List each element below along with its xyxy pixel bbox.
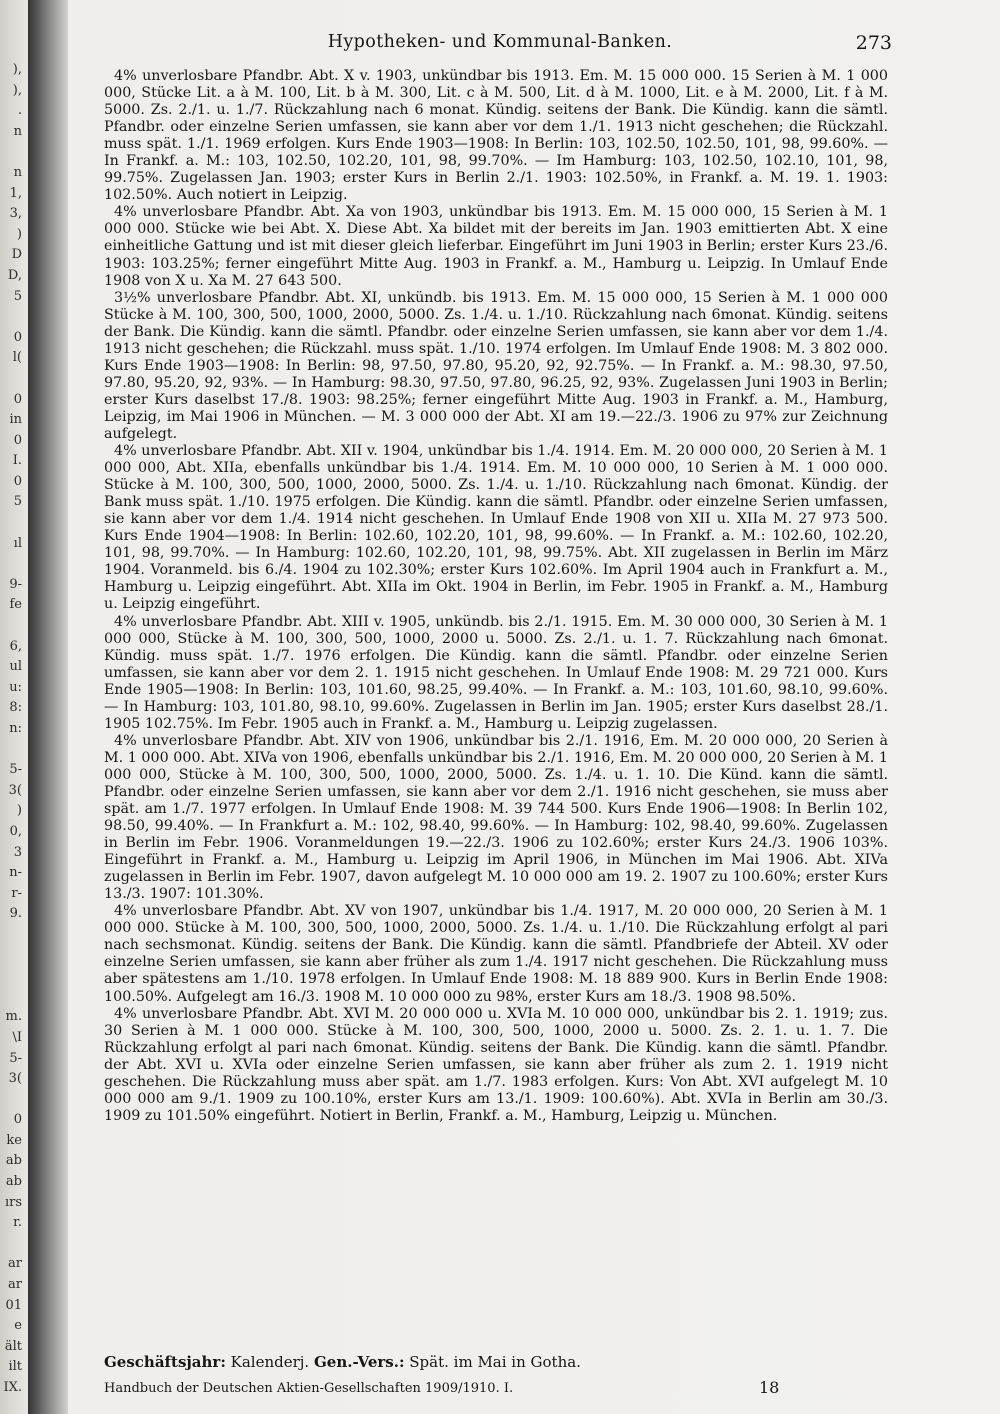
general-meeting-label: Gen.-Vers.: [313,1353,405,1371]
fragment-line [0,554,22,575]
fragment-line: n [13,123,22,139]
fragment-line: in [9,412,22,428]
fragment-line: . [17,103,22,119]
fragment-line: n: [9,721,22,736]
fragment-line [0,616,22,637]
fragment-line: 8: [9,700,22,716]
fragment-line: 5- [9,762,22,778]
fragment-line: ar [8,1256,22,1272]
entry-abt-xa: 4% unverlosbare Pfandbr. Abt. Xa von 1903, unkündbar bis 1913. Em. M. 15 000 000, 15 Serien à M. 1 000 000. Stücke wie bei Abt. X. Diese Abt. Xa bildet mit der bereits im Jan. 1903 emittierten Abt. X eine einheitliche Gattung und ist mit dieser gleich lieferbar. Eingeführt im Juni 1903 in Berlin; erster Kurs 23./6. 1903: 103.25%; ferner eingeführt Mitte Aug. 1903 in Frankf. a. M., Hamburg u. Leipzig. In Umlauf Ende 1908 von X u. Xa M. 27 643 500. [104,204,888,289]
fragment-line: 3( [8,782,22,798]
fragment-line: ) [16,803,22,819]
fragment-line: 5- [9,1050,22,1066]
fragment-line: 0 [13,391,22,407]
book-spine-shadow [28,0,68,1414]
fragment-line: IX. [3,1380,22,1395]
entry-abt-xi: 3½% unverlosbare Pfandbr. Abt. XI, unkündb. bis 1913. Em. M. 15 000 000, 15 Serien à M. 1 000 000 Stücke à M. 100, 300, 500, 1000, 2000, 5000. Zs. 1./4. u. 1./10. Rückzahlung nach 6monat. Kündig. seitens der Bank. Die Kündig. kann die sämtl. Pfandbr. oder einzelne Serien umfassen, sie kann aber vor dem 1./4. 1913 nicht geschehen; die Rückzahl. muss spät. 1./10. 1974 erfolgen. Im Umlauf Ende 1908: M. 3 802 000. Kurs Ende 1903—1908: In Berlin: 98, 97.50, 97.80, 95.20, 92, 92.75%. — In Frankf. a. M.: 98.30, 97.50, 97.80, 95.20, 92, 93%. — In Hamburg: 98.30, 97.50, 97.80, 96.25, 92, 93%. Zugelassen Juni 1903 in Berlin; erster Kurs daselbst 17./8. 1903: 98.25%; ferner eingeführt Mitte Aug. 1903 in Frankf. a. M., Hamburg, Leipzig, im Mai 1906 in München. — M. 3 000 000 der Abt. XI am 19.—22./3. 1906 zu 97% zur Zeichnung aufgelegt. [104,289,888,442]
fragment-line: u: [9,679,22,695]
fragment-line: 9- [9,576,22,592]
fragment-line: ab [5,1174,22,1190]
fragment-line: fe [9,597,22,613]
page-footer [104,1378,888,1397]
fragment-line [0,1090,22,1111]
fragment-line: 3 [13,844,22,860]
fragment-line [0,740,22,761]
page-number: 273 [855,32,892,54]
fragment-line: D, [7,267,22,283]
fragment-line: r- [11,885,22,901]
fragment-line: ıl [13,535,22,551]
fiscal-year-value: Kalenderj. [225,1353,314,1371]
fragment-line: ırs [4,1194,22,1210]
fragment-line: ke [6,1132,22,1148]
fragment-line: ält [4,1338,22,1354]
fragment-line [0,369,22,390]
fragment-line: 9. [9,906,22,922]
fragment-line: I. [12,453,22,469]
fragment-line: \I [12,1029,22,1045]
fiscal-info [104,1353,888,1371]
fragment-line [0,925,22,946]
fragment-line: l( [12,350,22,366]
fragment-line: 3, [9,206,22,222]
fragment-line: ), [12,82,22,98]
fragment-line [0,513,22,534]
sheet-number: 18 [759,1378,780,1397]
fragment-line: 0 [13,473,22,489]
fragment-line: 0, [9,823,22,839]
fragment-line: D [11,247,22,263]
fragment-line: 0 [13,329,22,345]
fragment-line [0,307,22,328]
fragment-line: 5 [13,288,22,304]
fragment-line [0,966,22,987]
fragment-line [0,987,22,1008]
entry-abt-xvi: 4% unverlosbare Pfandbr. Abt. XVI M. 20 000 000 u. XVIa M. 10 000 000, unkündbar bis 2. 1. 1919; zus. 30 Serien à M. 1 000 000. Stücke à M. 100, 300, 500, 1000, 2000 u. 5000. Zs. 2. 1. u. 1. 7. Die Rückzahlung erfolgt al pari nach 6monat. Kündig. seitens der Bank. Die Kündig. kann die sämtl. Pfandbr. der Abt. XVI u. XVIa oder einzelne Serien umfassen, sie kann aber früher als zum 2. 1. 1919 nicht geschehen. Die Rückzahlung muss aber spät. am 1./7. 1983 erfolgen. Kurs: Von Abt. XVI aufgelegt M. 10 000 000 am 9./1. 1909 zu 100.10%, erster Kurs am 13./1. 1909: 100.60%). Abt. XVIa in Berlin am 30./3. 1909 zu 101.50% eingeführt. Notiert in Berlin, Frankf. a. M., Hamburg, Leipzig u. München. [104,1005,888,1124]
header-title: Hypotheken- und Kommunal-Banken. [327,32,673,52]
fragment-line: 1, [9,185,22,201]
fragment-line: ), [12,62,22,77]
general-meeting-value: Spät. im Mai in Gotha. [404,1353,581,1371]
fragment-line [0,1234,22,1255]
fragment-line: 6, [9,638,22,654]
fragment-line: 01 [5,1297,22,1313]
fragment-line: 0 [13,1112,22,1128]
fragment-line: r. [13,1215,22,1231]
entry-abt-xiii: 4% unverlosbare Pfandbr. Abt. XIII v. 1905, unkündb. bis 2./1. 1915. Em. M. 30 000 000, 30 Serien à M. 1 000 000, Stücke à M. 100, 300, 500, 1000, 2000 u. 5000. Zs. 2./1. u. 1. 7. Rückzahlung nach 6monat. Kündig. muss spät. 1./7. 1976 erfolgen. Die Kündig. kann die sämtl. Pfandbr. oder einzelne Serien umfassen, sie kann aber vor dem 2. 1. 1915 nicht geschehen. In Umlauf Ende 1908: M. 29 721 000. Kurs Ende 1905—1908: In Berlin: 103, 101.60, 98.25, 99.40%. — In Frankf. a. M.: 103, 101.60, 98.10, 99.60%. — In Hamburg: 103, 101.80, 98.10, 99.60%. Zugelassen in Berlin im Jan. 1905; erster Kurs daselbst 28./1. 1905 102.75%. Im Febr. 1905 auch in Frankf. a. M., Hamburg u. Leipzig zugelassen. [104,613,888,732]
fiscal-year-label: Geschäftsjahr: [104,1353,226,1371]
entry-abt-x: 4% unverlosbare Pfandbr. Abt. X v. 1903, unkündbar bis 1913. Em. M. 15 000 000. 15 Serien à M. 1 000 000, Stücke Lit. a à M. 100, Lit. b à M. 300, Lit. c à M. 500, Lit. d à M. 1000, Lit. e à M. 2000, Lit. f à M. 5000. Zs. 2./1. u. 1./7. Rückzahlung nach 6 monat. Kündig. seitens der Bank. Die Kündig. kann die sämtl. Pfandbr. oder einzelne Serien umfassen, sie kann aber vor dem 1./1. 1913 nicht geschehen; die Rückzahl. muss spät. 1./1. 1969 erfolgen. Kurs Ende 1903—1908: In Berlin: 103, 102.50, 102.50, 101, 98, 99.60%. — In Frankf. a. M.: 103, 102.50, 102.20, 101, 98, 99.70%. — Im Hamburg: 103, 102.50, 102.10, 101, 98, 99.75%. Zugelassen Jan. 1903; erster Kurs in Berlin 2./1. 1903: 102.50%, in Frankf. a. M. 19. 1. 1903: 102.50%. Auch notiert in Leipzig. [104,68,888,204]
fragment-line: ilt [8,1359,22,1375]
fragment-line: ) [16,226,22,242]
previous-page-fragments [0,60,22,1399]
fragment-line: ab [5,1153,22,1169]
fragment-line: ar [8,1277,22,1293]
fragment-line: n [13,164,22,180]
fragment-line [0,142,22,163]
fragment-line: 0 [13,432,22,448]
entry-abt-xii: 4% unverlosbare Pfandbr. Abt. XII v. 1904, unkündbar bis 1./4. 1914. Em. M. 20 000 000, 20 Serien à M. 1 000 000, Abt. XIIa, ebenfalls unkündbar bis 1./4. 1914. Em. M. 10 000 000, 10 Serien à M. 1 000 000. Stücke à M. 100, 300, 500, 1000, 2000, 5000. Zs. 1./4. u. 1./10. Rückzahlung nach 6monat. Kündig. der Bank muss spät. 1./10. 1975 erfolgen. Die Kündig. kann die sämtl. Pfandbr. oder einzelne Serien umfassen, sie kann aber vor dem 1./4. 1914 nicht geschehen. In Umlauf Ende 1908 von XII u. XIIa M. 27 973 500. Kurs Ende 1904—1908: In Berlin: 102.60, 102.20, 101, 98, 99.60%. — In Frankf. a. M.: 102.60, 102.20, 101, 98, 99.70%. — In Hamburg: 102.60, 102.20, 101, 98, 99.75%. Abt. XII zugelassen in Berlin im März 1904. Voranmeld. bis 6./4. 1904 zu 102.30%; erster Kurs 102.60%. Im April 1904 auch in Frankfurt a. M., Hamburg u. Leipzig eingeführt. Abt. XIIa im Okt. 1904 in Berlin, im Febr. 1905 in Frankf. a. M., Hamburg u. Leipzig eingeführt. [104,443,888,613]
page-header [100,32,900,58]
fragment-line: 5 [13,494,22,510]
fragment-line [0,946,22,967]
footer-text: Handbuch der Deutschen Aktien-Gesellschaften 1909/1910. I. [104,1381,514,1396]
fragment-line: m. [5,1009,22,1025]
entry-abt-xiv: 4% unverlosbare Pfandbr. Abt. XIV von 1906, unkündbar bis 2./1. 1916, Em. M. 20 000 000, 20 Serien à M. 1 000 000. Abt. XIVa von 1906, ebenfalls unkündbar bis 2./1. 1916, Em. M. 20 000 000, 20 Serien à M. 1 000 000, Stücke à M. 100, 300, 500, 1000, 2000, 5000. Zs. 1./4. u. 1. 10. Die Künd. kann die sämtl. Pfandbr. oder einzelne Serien umfassen, sie kann aber vor dem 2./1. 1916 nicht geschehen, sie muss aber spät. am 1./7. 1977 erfolgen. In Umlauf Ende 1908: M. 39 744 500. Kurs Ende 1906—1908: In Berlin 102, 98.50, 99.40%. — In Frankfurt a. M.: 102, 98.40, 99.60%. — In Hamburg: 102, 98.40, 99.60%. Zugelassen in Berlin im Febr. 1906. Voranmeldungen 19.—22./3. 1906 zu 102.60%; erster Kurs 24./3. 1906 103%. Eingeführt in Frankf. a. M., Hamburg u. Leipzig im April 1906, in München im Mai 1906. Abt. XIVa zugelassen in Berlin im Febr. 1907, davon aufgelegt M. 10 000 000 am 19. 2. 1907 zu 100.60%; erster Kurs 13./3. 1907: 101.30%. [104,732,888,903]
fragment-line: e [14,1318,22,1334]
fragment-line: ul [9,659,22,675]
entry-abt-xv: 4% unverlosbare Pfandbr. Abt. XV von 1907, unkündbar bis 1./4. 1917, M. 20 000 000, 20 Serien à M. 1 000 000. Stücke à M. 100, 300, 500, 1000, 2000, 5000. Zs. 1./4. u. 1./10. Die Rückzahlung erfolgt al pari nach sechsmonat. Kündig. seitens der Bank. Die Kündig. kann die sämtl. Pfandbriefe der Abteil. XV oder einzelne Serien umfassen, sie kann aber früher als zum 1./4. 1917 nicht geschehen. Die Rückzahlung muss aber spätestens am 1./10. 1978 erfolgen. In Umlauf Ende 1908: M. 18 889 900. Kurs in Berlin Ende 1908: 100.50%. Aufgelegt am 16./3. 1908 M. 10 000 000 zu 98%, erster Kurs am 18./3. 1908 98.50%. [104,903,888,1005]
document-body [104,68,888,1125]
fragment-line: 3( [8,1071,22,1087]
fragment-line: n- [9,865,22,881]
